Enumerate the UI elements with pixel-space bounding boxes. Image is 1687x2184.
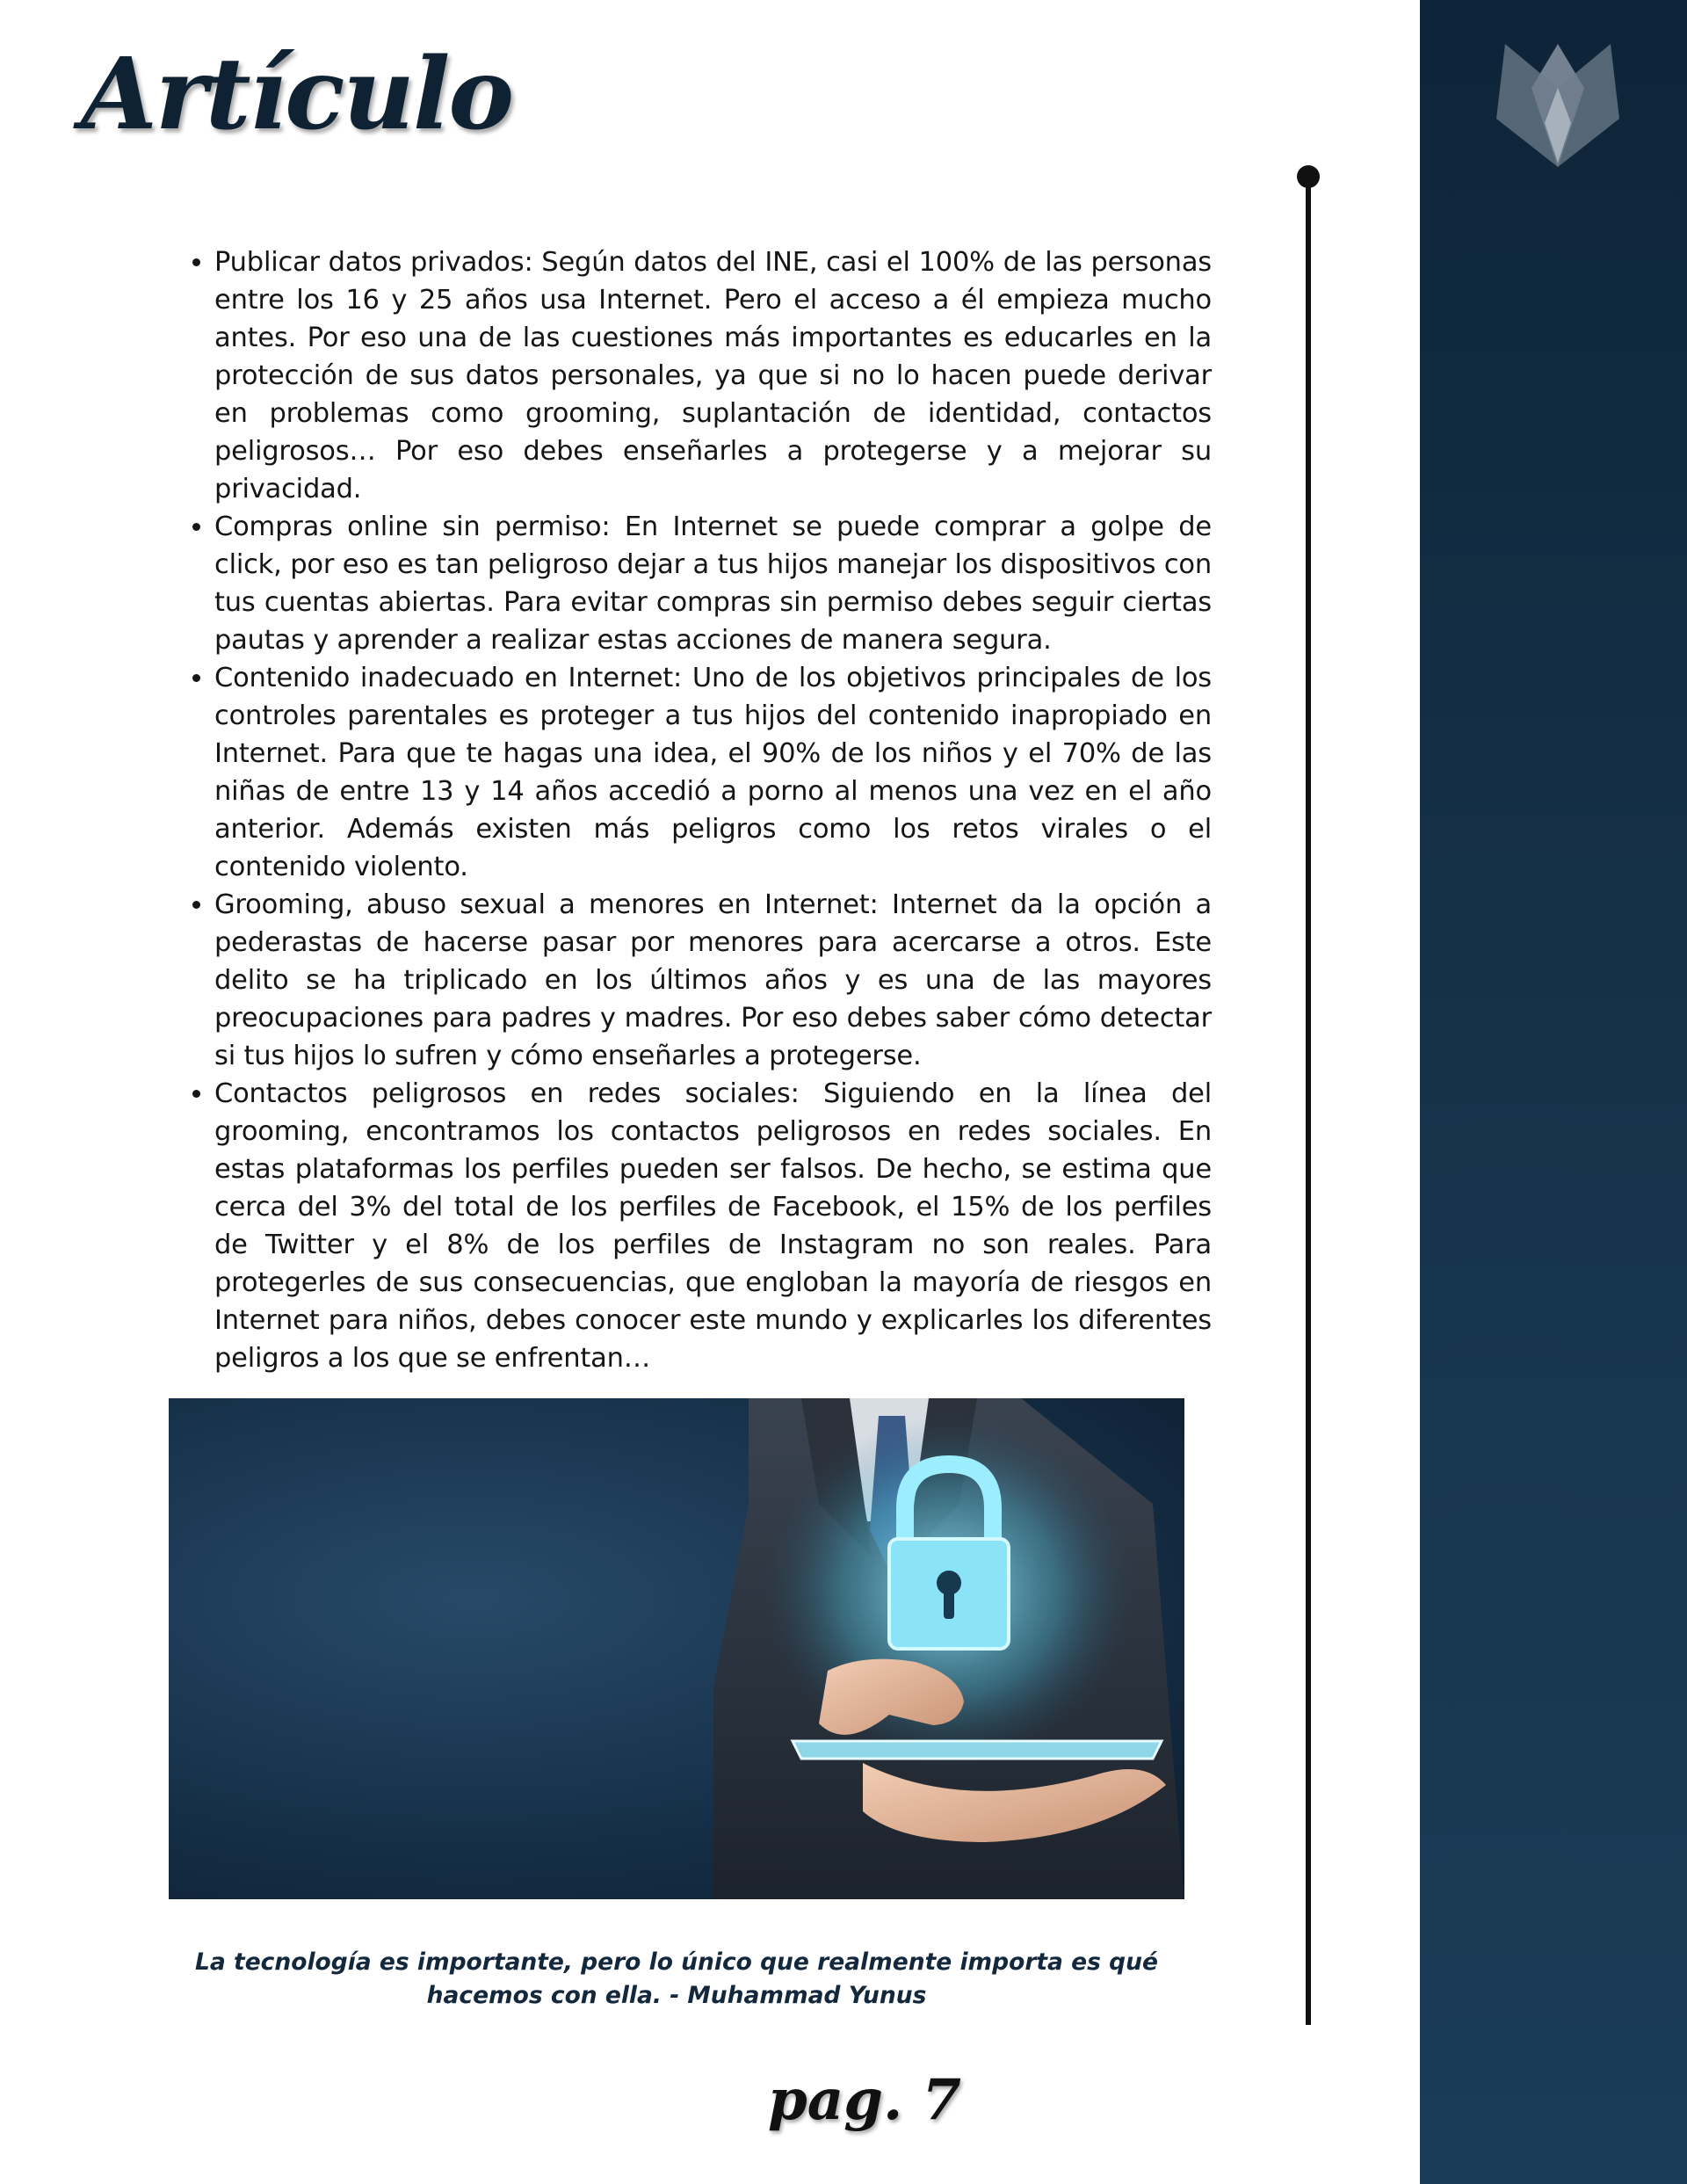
bullet-compras-online: • Compras online sin permiso: En Internet se puede comprar a golpe de click, por eso es tan peligroso dejar a tus hijos manejar los dispositivos con tus cuentas abiertas. Para evitar compras sin permiso debes seguir ciertas pautas y aprender a realizar estas acciones de manera segura. (214, 508, 1212, 659)
bullet-datos-privados: • Publicar datos privados: Según datos del INE, casi el 100% de las personas entre los 16 y 25 años usa Internet. Pero el acceso a él empieza mucho antes. Por eso una de las cuestiones más importantes es educarles en la protección de sus datos personales, ya que si no lo hacen puede derivar en problemas como grooming, suplantación de identidad, contactos peligrosos… Por eso debes enseñarles a protegerse y a mejorar su privacidad. (214, 243, 1212, 508)
quote-text: La tecnología es importante, pero lo único que realmente importa es qué hacemos con ella. - Muhammad Yunus (195, 1948, 1158, 2009)
bullet-contactos-peligrosos: • Contactos peligrosos en redes sociales: Siguiendo en la línea del grooming, encontramos los contactos peligrosos en redes sociales. En estas plataformas los perfiles pueden ser falsos. De hecho, se estima que cerca del 3% del total de los perfiles de Facebook, el 15% de los perfiles de Twitter y el 8% de los perfiles de Instagram no son reales. Para protegerles de sus consecuencias, que engloban la mayoría de riesgos en Internet para niños, debes conocer este mundo y explicarles los diferentes peligros a los que se enfrentan… (214, 1075, 1212, 1377)
timeline-line (1293, 163, 1323, 2025)
lotus-logo-icon (1488, 35, 1628, 171)
tablet-device (793, 1741, 1162, 1759)
security-illustration (169, 1398, 1184, 1899)
security-photo (169, 1398, 1184, 1899)
page-number: pag. 7 (768, 2067, 962, 2133)
bullet-contenido-inadecuado: • Contenido inadecuado en Internet: Uno de los objetivos principales de los controles parentales es proteger a tus hijos del contenido inapropiado en Internet. Para que te hagas una idea, el 90% de los niños y el 70% de las niñas de entre 13 y 14 años accedió a porno al menos una vez en el año anterior. Además existen más peligros como los retos virales o el contenido violento. (214, 659, 1212, 886)
page-title: Artículo (81, 37, 513, 152)
right-sidebar-band (1420, 0, 1687, 2184)
bullet-grooming: • Grooming, abuso sexual a menores en Internet: Internet da la opción a pederastas de hacerse pasar por menores para acercarse a otros. Este delito se ha triplicado en los últimos años y es una de las mayores preocupaciones para padres y madres. Por eso debes saber cómo detectar si tus hijos lo sufren y cómo enseñarles a protegerse. (214, 886, 1212, 1075)
risk-bullet-list (188, 243, 1212, 1377)
